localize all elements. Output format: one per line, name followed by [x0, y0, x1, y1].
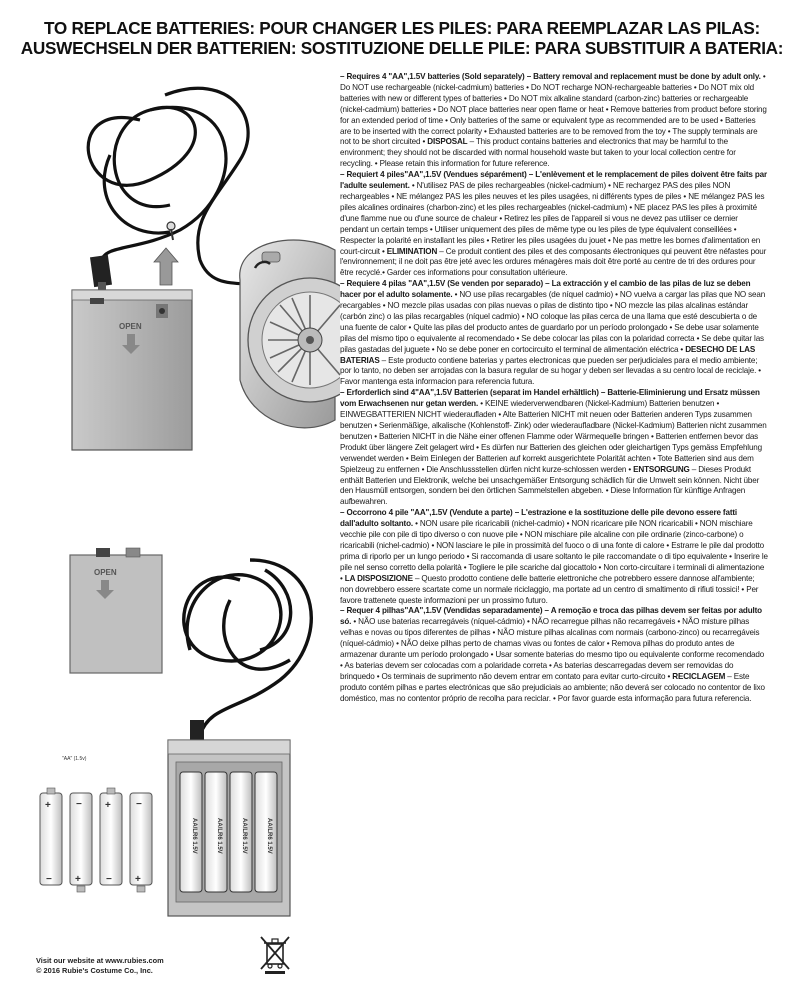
- section-es-disposal-title: DESECHO DE LAS BATERIAS: [340, 344, 756, 365]
- section-es: [340, 279, 768, 388]
- svg-text:AA/LR6 1.5V: AA/LR6 1.5V: [266, 818, 272, 854]
- svg-text:+: +: [135, 874, 141, 885]
- section-de-body: • KEINE wiederverwendbaren (Nickel-Kadmium) Batterien benutzen • EINWEGBATTERIEN NICHT wiederaufladen • Alte Batterien NICHT mit neuen oder Batterien anderen Typs zusammen benutzen • Serienmäßige, alkalische (Kohlenstoff- Zink) oder wiederaufladbare (Nickel-Kadmium) Batterien nicht zusammen benutzen • Batterien NICHT in die Nähe einer offenen Flamme oder Wärmequelle bringen • Batterien entfernen bevor das Produkt über längere Zeit gelagert wird • Es dürfen nur Batterien des gleichen oder gleichartigen Typs gemäss Empfehlung verwendet werden • Beim Einlegen der Batterien auf korrekt ausgerichtete Polarität achten • Tote Batterien sind aus dem Spielzeug zu entfernen • Die Anschlussstellen dürfen nicht kurze-schlossen werden •: [340, 399, 767, 474]
- section-fr-disposal-body: – Ce produit contient des piles et des composants électroniques qui peuvent être néfastes pour l'environnement; il ne doit pas être jeté avec les ordures ménagères mais doit être porté au centre de tri des ordures pour être recyclé.• Garder ces informations pour consultation ultérieure.: [340, 246, 767, 278]
- battery-replacement-illustration: [0, 0, 340, 1001]
- section-en-disposal-body: – This product contains batteries and electronics that may be harmful to the environment; they should not be discarded with normal household waste but taken to your local collection centre for recycling. • Please retain this information for future reference.: [340, 137, 736, 169]
- svg-text:AA/LR6 1.5V: AA/LR6 1.5V: [241, 818, 247, 854]
- section-pt-disposal-title: RECICLAGEM: [672, 671, 726, 681]
- section-fr: [340, 170, 768, 279]
- section-fr-lead: – Requiert 4 piles"AA",1.5V (Vendues séparément) – L'enlèvement et le remplacement de piles doivent être faits par l'adulte seulement.: [340, 170, 768, 191]
- section-en-body: • Do NOT use rechargeable (nickel-cadmium) batteries • Do NOT recharge NON-rechargeable batteries • Do NOT mix old batteries with new or different types of batteries • Do NOT mix alkaline standard (carbon-zinc) batteries or rechargeable (nickel-cadmium) batteries • Do NOT place batteries near open flame or heat • Remove batteries from product before storing for an extended period of time • Only batteries of the same or equivalent type as recommended are to be used • Batteries are to be inserted with the correct polarity • Exhausted batteries are to be removed from the toy • The supply terminals are not to be short circuited •: [340, 72, 767, 147]
- open-label-bottom: OPEN: [94, 568, 117, 577]
- copyright: © 2016 Rubie's Costume Co., Inc.: [36, 966, 153, 975]
- blower-fan: [240, 240, 340, 428]
- section-fr-body: • N'utilisez PAS de piles rechargeables (nickel-cadmium) • NE rechargez PAS des piles NON rechargeables • NE mélangez PAS les piles neuves et les piles usagées, ni différents types de piles • NE mélangez PAS les piles alcalines ordinaires (charbon-zinc) et les piles rechargeables (nickel-cadmium) • NE placez PAS les piles à proximité d'une flamme nue ou d'une source de chaleur • Retirez les piles de l'appareil si vous ne devez pas utiliser ce dernier pendant un certain temps • Utiliser uniquement des piles de même type ou les piles de type équivalent conseillées • Respecter la polarité en installant les piles • Retirer les piles usagées du jouet • Ne pas mettre les bornes d'alimentation en court-circuit •: [340, 181, 765, 256]
- instructions-text: [340, 72, 768, 705]
- svg-text:AA/LR6 1.5V: AA/LR6 1.5V: [191, 818, 197, 854]
- section-en: [340, 72, 768, 170]
- svg-text:AA/LR6 1.5V: AA/LR6 1.5V: [216, 818, 222, 854]
- open-label-top: OPEN: [119, 322, 142, 331]
- section-de-disposal-title: ENTSORGUNG: [633, 464, 690, 474]
- section-it-disposal-title: LA DISPOSIZIONE: [344, 573, 413, 583]
- section-es-body: • NO use pilas recargables (de níquel cadmio) • NO vuelva a cargar las pilas que NO sean recargables • NO mezcle pilas usadas con pilas nuevas o pilas de distinto tipo • NO mezcle las pilas alcalinas estándar (carbón zinc) o las pilas recargables (níquel cadmio) • NO coloque las pilas cerca de una llama que esté descubierta o de una fuente de calor • Quite las pilas del producto antes de guardarlo por un período prolongado • Se debe usar solamente pilas del mismo tipo o equivalente al recomendado • Se debe colocar las pilas con la polaridad correcta • Se debe quitar las pilas gastadas del juguete • No se debe poner en cortocircuito el terminal de alimentación eléctrica •: [340, 290, 766, 354]
- footer: [36, 956, 164, 976]
- section-pt-disposal-body: – Este produto contém pilhas e partes electrónicas que são prejudiciais ao ambiente; não deverá ser colocado no contentor de lixo doméstico, mas no contentor próprio de recolha para reciclar. • Por favor guarde esta informação para futura referencia.: [340, 671, 765, 703]
- section-en-disposal-title: DISPOSAL: [427, 137, 468, 147]
- svg-text:−: −: [76, 799, 82, 810]
- battery-box-top: [72, 290, 192, 450]
- section-it-body: • NON usare pile ricaricabili (nichel-cadmio) • NON ricaricare pile NON ricaricabili • NON mischiare vecchie pile con pile di tipo diverso o con nuove pile • NON mischiare pile alcaline con pile ordinarie (zinco-carbone) o ricaricabili (nichel-cadmio) • NON lasciare le pile in prossimità del fuoco o di una fonte di calore • Estrarre le pile dal prodotto prima di riporlo per un lungo periodo • Si raccomanda di usare soltanto le pile raccomandate o di tipo equivalente • Inserire le pile nel senso corretto della polarità • Togliere le pile scariche dal giocattolo • Non corto-circuitare i terminali di alimentazione •: [340, 519, 768, 583]
- section-de-lead: – Erforderlich sind 4"AA",1.5V Batterien (separat im Handel erhältlich) – Batterie-Eliminierung und Ersatz müssen vom Erwachsenen nur getan werden.: [340, 388, 760, 409]
- battery-icon: [130, 793, 152, 892]
- section-es-lead: – Requiere 4 pilas "AA",1.5V (Se venden por separado) – La extracción y el cambio de las pilas de luz se deben hacer por el adulto solamente.: [340, 279, 751, 300]
- crossed-out-bin-icon: [258, 934, 292, 974]
- battery-cover-bottom: [70, 548, 162, 673]
- loose-batteries: [40, 756, 152, 892]
- battery-icon: [70, 793, 92, 892]
- website-link[interactable]: Visit our website at www.rubies.com: [36, 956, 164, 965]
- battery-icon: [40, 788, 62, 885]
- svg-text:−: −: [136, 799, 142, 810]
- section-es-disposal-body: – Este producto contiene baterias y partes electronicas que pueden ser perjudiciales para el medio ambiente; por lo tanto, no deben ser arrojadas con la basura regular de su hogar y deben ser llevadas a su centro local de reciclaje. • Favor mantenga esta informacion para referencia futura.: [340, 355, 761, 387]
- section-de-disposal-body: – Dieses Produkt enthält Batterien und Elektronik, welche bei unsachgemäßer Entsorgung schädlich für die Umwelt sein können. Nicht über den Hausmüll entsorgen, sondern bei den örtlichen Sammelstellen abgeben. • Diese Information für künftige Anfragen aufbewahren.: [340, 464, 760, 507]
- battery-size-label: "AA" (1.5v): [62, 756, 87, 762]
- cable-coil-bottom: [184, 560, 311, 735]
- svg-text:+: +: [75, 874, 81, 885]
- section-pt-body: • NÃO use baterias recarregáveis (níquel-cádmio) • NÃO recarregue pilhas não recarregáveis • NÃO misture pilhas velhas e novas ou tipos diferentes de pilhas • NÃO misture pilhas alcalinas com normais (carbono-zinco) ou recarregáveis (níquel-cádmio) • NÃO deixe pilhas perto de chamas vivas ou fontes de calor • Remova pilhas do produto antes de armazenar durante um período prolongado • Usar somente baterias do mesmo tipo ou equivalente conforme recomendado • As baterias devem ser colocadas com a polaridade correta • As baterias descarregadas devem ser removidas do brinquedo • Os terminais de suprimento não devem entrar em contato para evitar curto-circuito •: [340, 617, 765, 681]
- battery-icon: [100, 788, 122, 885]
- section-en-lead: – Requires 4 "AA",1.5V batteries (Sold separately) – Battery removal and replacement must be done by adult only.: [340, 72, 761, 81]
- svg-text:−: −: [106, 874, 112, 885]
- plug-top-icon: [90, 255, 112, 292]
- up-arrow-icon: [154, 248, 178, 285]
- header-line-2: AUSWECHSELN DER BATTERIEN: SOSTITUZIONE DELLE PILE: PARA SUBSTITUIR A BATERIA:: [20, 38, 784, 58]
- section-pt-lead: – Requer 4 pilhas"AA",1.5V (Vendidas separadamente) – A remoção e troca das pilhas devem ser feitas por adulto só.: [340, 606, 762, 627]
- svg-text:+: +: [45, 800, 51, 811]
- battery-holder-open: [168, 740, 290, 916]
- header-line-1: TO REPLACE BATTERIES: POUR CHANGER LES PILES: PARA REEMPLAZAR LAS PILAS:: [44, 18, 760, 38]
- section-it-lead: – Occorrono 4 pile "AA",1.5V (Vendute a parte) – L'estrazione e la sostituzione delle pile devono essere fatti dall'adulto soltanto.: [340, 508, 738, 529]
- section-it: [340, 508, 768, 606]
- section-fr-disposal-title: ELIMINATION: [386, 246, 438, 256]
- svg-text:−: −: [46, 874, 52, 885]
- section-it-disposal-body: – Questo prodotto contiene delle batterie elettroniche che potrebbero essere dannose all'ambiente; non dovrebbero essere scartate come un normale riciclaggio, ma portate ad un centro di smaltimento di rifiuti tossici! • Per favore trattenete queste informazioni per un prossimo futuro.: [340, 573, 759, 605]
- section-de: [340, 388, 768, 508]
- section-pt: [340, 606, 768, 704]
- svg-text:+: +: [105, 800, 111, 811]
